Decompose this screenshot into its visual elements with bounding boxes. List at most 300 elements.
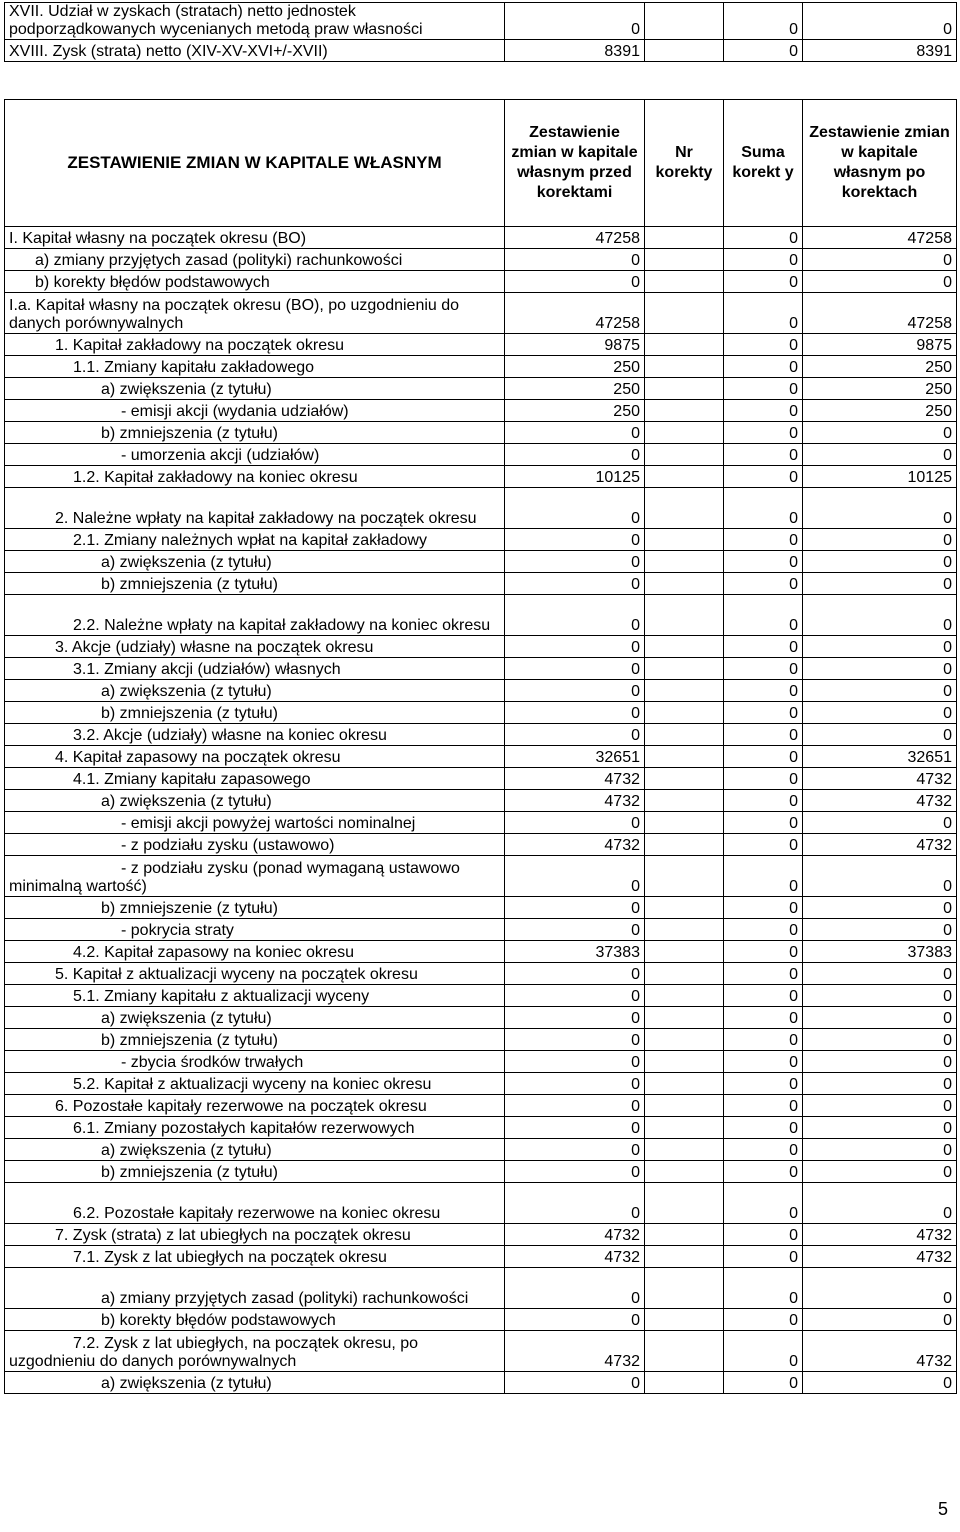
nr-cell [645, 636, 724, 658]
value-before: 0 [505, 919, 645, 941]
value-before: 0 [505, 1139, 645, 1161]
row-label: - zbycia środków trwałych [5, 1051, 505, 1073]
table-row [5, 963, 957, 985]
value-after: 0 [803, 724, 957, 746]
table-row [5, 919, 957, 941]
value-after: 0 [803, 985, 957, 1007]
row-label: 5.1. Zmiany kapitału z aktualizacji wyceny [5, 985, 505, 1007]
nr-cell [645, 3, 724, 40]
table-row [5, 249, 957, 271]
nr-cell [645, 400, 724, 422]
row-label: 5.2. Kapitał z aktualizacji wyceny na koniec okresu [5, 1073, 505, 1095]
value-corrections: 0 [724, 941, 803, 963]
nr-cell [645, 444, 724, 466]
table-row [5, 271, 957, 293]
value-after: 47258 [803, 293, 957, 334]
table-row [5, 1372, 957, 1394]
row-label: 7. Zysk (strata) z lat ubiegłych na początek okresu [5, 1224, 505, 1246]
value-after: 0 [803, 1161, 957, 1183]
row-label: 4. Kapitał zapasowy na początek okresu [5, 746, 505, 768]
row-label: 4.1. Zmiany kapitału zapasowego [5, 768, 505, 790]
value-corrections: 0 [724, 702, 803, 724]
nr-cell [645, 529, 724, 551]
value-after: 250 [803, 378, 957, 400]
row-label: a) zwiększenia (z tytułu) [5, 1007, 505, 1029]
nr-cell [645, 1007, 724, 1029]
value-before: 8391 [505, 40, 645, 62]
value-before: 0 [505, 812, 645, 834]
value-after: 4732 [803, 768, 957, 790]
value-after: 10125 [803, 466, 957, 488]
value-after: 0 [803, 1372, 957, 1394]
table-row [5, 1268, 957, 1309]
nr-cell [645, 919, 724, 941]
value-corrections: 0 [724, 249, 803, 271]
value-before: 0 [505, 1029, 645, 1051]
table-row [5, 746, 957, 768]
table-row [5, 856, 957, 897]
value-after: 0 [803, 702, 957, 724]
table-row [5, 812, 957, 834]
value-before: 0 [505, 702, 645, 724]
value-after: 4732 [803, 834, 957, 856]
nr-cell [645, 488, 724, 529]
table-row [5, 529, 957, 551]
nr-cell [645, 293, 724, 334]
nr-cell [645, 595, 724, 636]
value-after: 0 [803, 249, 957, 271]
value-after: 0 [803, 963, 957, 985]
row-label: 4.2. Kapitał zapasowy na koniec okresu [5, 941, 505, 963]
nr-cell [645, 963, 724, 985]
nr-cell [645, 1331, 724, 1372]
table-row [5, 790, 957, 812]
value-corrections: 0 [724, 919, 803, 941]
value-before: 0 [505, 271, 645, 293]
nr-cell [645, 1029, 724, 1051]
row-label: a) zwiększenia (z tytułu) [5, 551, 505, 573]
table-row [5, 488, 957, 529]
table-row [5, 334, 957, 356]
table-row [5, 1095, 957, 1117]
value-after: 4732 [803, 1224, 957, 1246]
nr-cell [645, 1183, 724, 1224]
row-label: a) zmiany przyjętych zasad (polityki) rachunkowości [5, 1268, 505, 1309]
value-after: 0 [803, 551, 957, 573]
value-corrections: 0 [724, 444, 803, 466]
value-before: 37383 [505, 941, 645, 963]
value-after: 4732 [803, 1246, 957, 1268]
nr-cell [645, 680, 724, 702]
value-corrections: 0 [724, 271, 803, 293]
page-number: 5 [937, 1499, 948, 1519]
nr-cell [645, 1372, 724, 1394]
table-row [5, 897, 957, 919]
row-label: - pokrycia straty [5, 919, 505, 941]
row-label: 1. Kapitał zakładowy na początek okresu [5, 334, 505, 356]
table-row [5, 1224, 957, 1246]
value-corrections: 0 [724, 551, 803, 573]
value-corrections: 0 [724, 356, 803, 378]
nr-cell [645, 334, 724, 356]
value-after: 0 [803, 595, 957, 636]
value-after: 0 [803, 573, 957, 595]
row-label: a) zmiany przyjętych zasad (polityki) rachunkowości [5, 249, 505, 271]
row-label: a) zwiększenia (z tytułu) [5, 1372, 505, 1394]
value-corrections: 0 [724, 724, 803, 746]
value-corrections: 0 [724, 1029, 803, 1051]
table-row [5, 1073, 957, 1095]
table-row [5, 422, 957, 444]
row-label: - z podziału zysku (ustawowo) [5, 834, 505, 856]
value-before: 0 [505, 529, 645, 551]
row-label: b) zmniejszenia (z tytułu) [5, 422, 505, 444]
nr-cell [645, 724, 724, 746]
value-after: 0 [803, 1007, 957, 1029]
value-after: 0 [803, 1029, 957, 1051]
table-row [5, 985, 957, 1007]
table-row [5, 551, 957, 573]
row-label: 2.2. Należne wpłaty na kapitał zakładowy na koniec okresu [5, 595, 505, 636]
value-corrections: 0 [724, 1007, 803, 1029]
value-before: 0 [505, 856, 645, 897]
value-corrections: 0 [724, 1139, 803, 1161]
nr-cell [645, 702, 724, 724]
row-label: - z podziału zysku (ponad wymaganą ustawowo minimalną wartość) [5, 856, 505, 897]
value-corrections: 0 [724, 293, 803, 334]
row-label: I. Kapitał własny na początek okresu (BO) [5, 227, 505, 249]
value-after: 0 [803, 1117, 957, 1139]
row-label: - emisji akcji powyżej wartości nominalnej [5, 812, 505, 834]
value-before: 0 [505, 1161, 645, 1183]
row-label: b) korekty błędów podstawowych [5, 1309, 505, 1331]
table-row [5, 444, 957, 466]
value-corrections: 0 [724, 1073, 803, 1095]
value-before: 250 [505, 400, 645, 422]
value-after: 0 [803, 488, 957, 529]
row-label: 3. Akcje (udziały) własne na początek okresu [5, 636, 505, 658]
nr-cell [645, 1309, 724, 1331]
table-row [5, 1051, 957, 1073]
nr-cell [645, 856, 724, 897]
value-after: 0 [803, 271, 957, 293]
value-before: 9875 [505, 334, 645, 356]
value-before: 47258 [505, 227, 645, 249]
income-statement-tail-table [4, 2, 957, 62]
nr-cell [645, 227, 724, 249]
table-row [5, 1139, 957, 1161]
value-before: 0 [505, 1183, 645, 1224]
table-row [5, 834, 957, 856]
row-label: b) zmniejszenia (z tytułu) [5, 702, 505, 724]
table-row [5, 573, 957, 595]
value-before: 10125 [505, 466, 645, 488]
row-label: 6.1. Zmiany pozostałych kapitałów rezerwowych [5, 1117, 505, 1139]
table-row [5, 1246, 957, 1268]
row-label: XVII. Udział w zyskach (stratach) netto jednostek podporządkowanych wycenianych metodą praw własności [5, 3, 505, 40]
value-after: 0 [803, 636, 957, 658]
value-before: 47258 [505, 293, 645, 334]
nr-cell [645, 1117, 724, 1139]
value-after: 0 [803, 919, 957, 941]
value-before: 0 [505, 1117, 645, 1139]
table-row [5, 724, 957, 746]
row-label: a) zwiększenia (z tytułu) [5, 680, 505, 702]
value-corrections: 0 [724, 595, 803, 636]
row-label: 1.2. Kapitał zakładowy na koniec okresu [5, 466, 505, 488]
row-label: b) zmniejszenie (z tytułu) [5, 897, 505, 919]
table-row [5, 466, 957, 488]
value-corrections: 0 [724, 1117, 803, 1139]
table-row [5, 1117, 957, 1139]
value-after: 32651 [803, 746, 957, 768]
value-corrections: 0 [724, 529, 803, 551]
row-label: - emisji akcji (wydania udziałów) [5, 400, 505, 422]
value-before: 0 [505, 897, 645, 919]
nr-cell [645, 1139, 724, 1161]
value-after: 0 [803, 1139, 957, 1161]
value-before: 4732 [505, 1224, 645, 1246]
value-corrections: 0 [724, 658, 803, 680]
value-corrections: 0 [724, 1095, 803, 1117]
value-before: 4732 [505, 790, 645, 812]
nr-cell [645, 40, 724, 62]
table-title: ZESTAWIENIE ZMIAN W KAPITALE WŁASNYM [5, 100, 505, 227]
row-label: b) korekty błędów podstawowych [5, 271, 505, 293]
value-before: 0 [505, 658, 645, 680]
nr-cell [645, 790, 724, 812]
value-before: 0 [505, 422, 645, 444]
row-label: 6.2. Pozostałe kapitały rezerwowe na koniec okresu [5, 1183, 505, 1224]
value-after: 0 [803, 1309, 957, 1331]
nr-cell [645, 573, 724, 595]
nr-cell [645, 1051, 724, 1073]
col-header-nr: Nr korekty [645, 100, 724, 227]
table-row [5, 1183, 957, 1224]
table-row [5, 1007, 957, 1029]
value-after: 250 [803, 400, 957, 422]
value-after: 0 [803, 1095, 957, 1117]
value-before: 4732 [505, 1331, 645, 1372]
value-corrections: 0 [724, 812, 803, 834]
value-after: 8391 [803, 40, 957, 62]
nr-cell [645, 422, 724, 444]
value-before: 0 [505, 1095, 645, 1117]
nr-cell [645, 356, 724, 378]
value-before: 0 [505, 595, 645, 636]
value-after: 0 [803, 658, 957, 680]
row-label: b) zmniejszenia (z tytułu) [5, 573, 505, 595]
value-before: 0 [505, 963, 645, 985]
value-corrections: 0 [724, 466, 803, 488]
value-after: 0 [803, 529, 957, 551]
value-after: 0 [803, 897, 957, 919]
value-after: 0 [803, 1183, 957, 1224]
nr-cell [645, 1268, 724, 1309]
value-corrections: 0 [724, 3, 803, 40]
value-corrections: 0 [724, 40, 803, 62]
table-row [5, 636, 957, 658]
table-row [5, 227, 957, 249]
value-corrections: 0 [724, 636, 803, 658]
table-row [5, 1029, 957, 1051]
value-before: 0 [505, 1372, 645, 1394]
value-before: 0 [505, 551, 645, 573]
value-corrections: 0 [724, 680, 803, 702]
value-before: 0 [505, 1051, 645, 1073]
table-row [5, 680, 957, 702]
value-corrections: 0 [724, 400, 803, 422]
table-row [5, 1309, 957, 1331]
value-corrections: 0 [724, 1372, 803, 1394]
table-header [5, 100, 957, 227]
value-corrections: 0 [724, 1246, 803, 1268]
value-corrections: 0 [724, 1161, 803, 1183]
table-row [5, 1161, 957, 1183]
value-corrections: 0 [724, 1309, 803, 1331]
value-before: 0 [505, 636, 645, 658]
value-before: 0 [505, 3, 645, 40]
value-after: 0 [803, 1268, 957, 1309]
table-row [5, 702, 957, 724]
nr-cell [645, 658, 724, 680]
value-corrections: 0 [724, 768, 803, 790]
row-label: a) zwiększenia (z tytułu) [5, 378, 505, 400]
value-corrections: 0 [724, 985, 803, 1007]
nr-cell [645, 941, 724, 963]
value-after: 0 [803, 680, 957, 702]
row-label: 3.2. Akcje (udziały) własne na koniec okresu [5, 724, 505, 746]
value-corrections: 0 [724, 746, 803, 768]
value-corrections: 0 [724, 1331, 803, 1372]
value-after: 250 [803, 356, 957, 378]
value-before: 0 [505, 488, 645, 529]
row-label: a) zwiększenia (z tytułu) [5, 790, 505, 812]
nr-cell [645, 812, 724, 834]
nr-cell [645, 897, 724, 919]
row-label: XVIII. Zysk (strata) netto (XIV-XV-XVI+/-XVII) [5, 40, 505, 62]
table-row [5, 3, 957, 40]
value-corrections: 0 [724, 856, 803, 897]
value-after: 0 [803, 422, 957, 444]
value-before: 0 [505, 1268, 645, 1309]
nr-cell [645, 768, 724, 790]
value-after: 4732 [803, 790, 957, 812]
nr-cell [645, 378, 724, 400]
row-label: 7.2. Zysk z lat ubiegłych, na początek okresu, po uzgodnieniu do danych porównywalnych [5, 1331, 505, 1372]
row-label: b) zmniejszenia (z tytułu) [5, 1161, 505, 1183]
col-header-after: Zestawienie zmian w kapitale własnym po korektach [803, 100, 957, 227]
value-before: 0 [505, 444, 645, 466]
value-corrections: 0 [724, 378, 803, 400]
table-row [5, 768, 957, 790]
nr-cell [645, 1224, 724, 1246]
value-corrections: 0 [724, 488, 803, 529]
value-after: 37383 [803, 941, 957, 963]
value-after: 0 [803, 856, 957, 897]
row-label: 3.1. Zmiany akcji (udziałów) własnych [5, 658, 505, 680]
table-row [5, 293, 957, 334]
table-row [5, 378, 957, 400]
value-corrections: 0 [724, 1051, 803, 1073]
value-after: 0 [803, 1073, 957, 1095]
value-before: 250 [505, 356, 645, 378]
nr-cell [645, 985, 724, 1007]
equity-changes-table [4, 99, 957, 1394]
table-row [5, 658, 957, 680]
col-header-before: Zestawienie zmian w kapitale własnym przed korektami [505, 100, 645, 227]
table-row [5, 356, 957, 378]
nr-cell [645, 466, 724, 488]
value-after: 0 [803, 812, 957, 834]
value-after: 9875 [803, 334, 957, 356]
nr-cell [645, 834, 724, 856]
row-label: 6. Pozostałe kapitały rezerwowe na początek okresu [5, 1095, 505, 1117]
value-before: 0 [505, 985, 645, 1007]
value-before: 0 [505, 1007, 645, 1029]
nr-cell [645, 551, 724, 573]
value-before: 0 [505, 1073, 645, 1095]
value-corrections: 0 [724, 1268, 803, 1309]
nr-cell [645, 746, 724, 768]
value-after: 4732 [803, 1331, 957, 1372]
value-before: 32651 [505, 746, 645, 768]
value-before: 4732 [505, 1246, 645, 1268]
row-label: 2. Należne wpłaty na kapitał zakładowy na początek okresu [5, 488, 505, 529]
row-label: 2.1. Zmiany należnych wpłat na kapitał zakładowy [5, 529, 505, 551]
value-corrections: 0 [724, 790, 803, 812]
col-header-sum: Suma korekt y [724, 100, 803, 227]
nr-cell [645, 1073, 724, 1095]
row-label: 1.1. Zmiany kapitału zakładowego [5, 356, 505, 378]
value-before: 0 [505, 680, 645, 702]
value-before: 0 [505, 1309, 645, 1331]
table-row [5, 40, 957, 62]
value-corrections: 0 [724, 334, 803, 356]
row-label: - umorzenia akcji (udziałów) [5, 444, 505, 466]
row-label: a) zwiększenia (z tytułu) [5, 1139, 505, 1161]
table-row [5, 400, 957, 422]
nr-cell [645, 249, 724, 271]
value-corrections: 0 [724, 963, 803, 985]
table-row [5, 941, 957, 963]
value-corrections: 0 [724, 897, 803, 919]
value-corrections: 0 [724, 573, 803, 595]
value-corrections: 0 [724, 834, 803, 856]
row-label: I.a. Kapitał własny na początek okresu (BO), po uzgodnieniu do danych porównywalnych [5, 293, 505, 334]
nr-cell [645, 1095, 724, 1117]
row-label: 5. Kapitał z aktualizacji wyceny na początek okresu [5, 963, 505, 985]
value-before: 0 [505, 724, 645, 746]
value-after: 0 [803, 444, 957, 466]
nr-cell [645, 1161, 724, 1183]
nr-cell [645, 271, 724, 293]
table-row [5, 595, 957, 636]
value-before: 4732 [505, 834, 645, 856]
nr-cell [645, 1246, 724, 1268]
value-after: 0 [803, 1051, 957, 1073]
table-row [5, 1331, 957, 1372]
value-after: 0 [803, 3, 957, 40]
value-corrections: 0 [724, 1224, 803, 1246]
value-before: 0 [505, 249, 645, 271]
row-label: 7.1. Zysk z lat ubiegłych na początek okresu [5, 1246, 505, 1268]
value-corrections: 0 [724, 1183, 803, 1224]
value-before: 250 [505, 378, 645, 400]
value-corrections: 0 [724, 422, 803, 444]
value-corrections: 0 [724, 227, 803, 249]
row-label: b) zmniejszenia (z tytułu) [5, 1029, 505, 1051]
